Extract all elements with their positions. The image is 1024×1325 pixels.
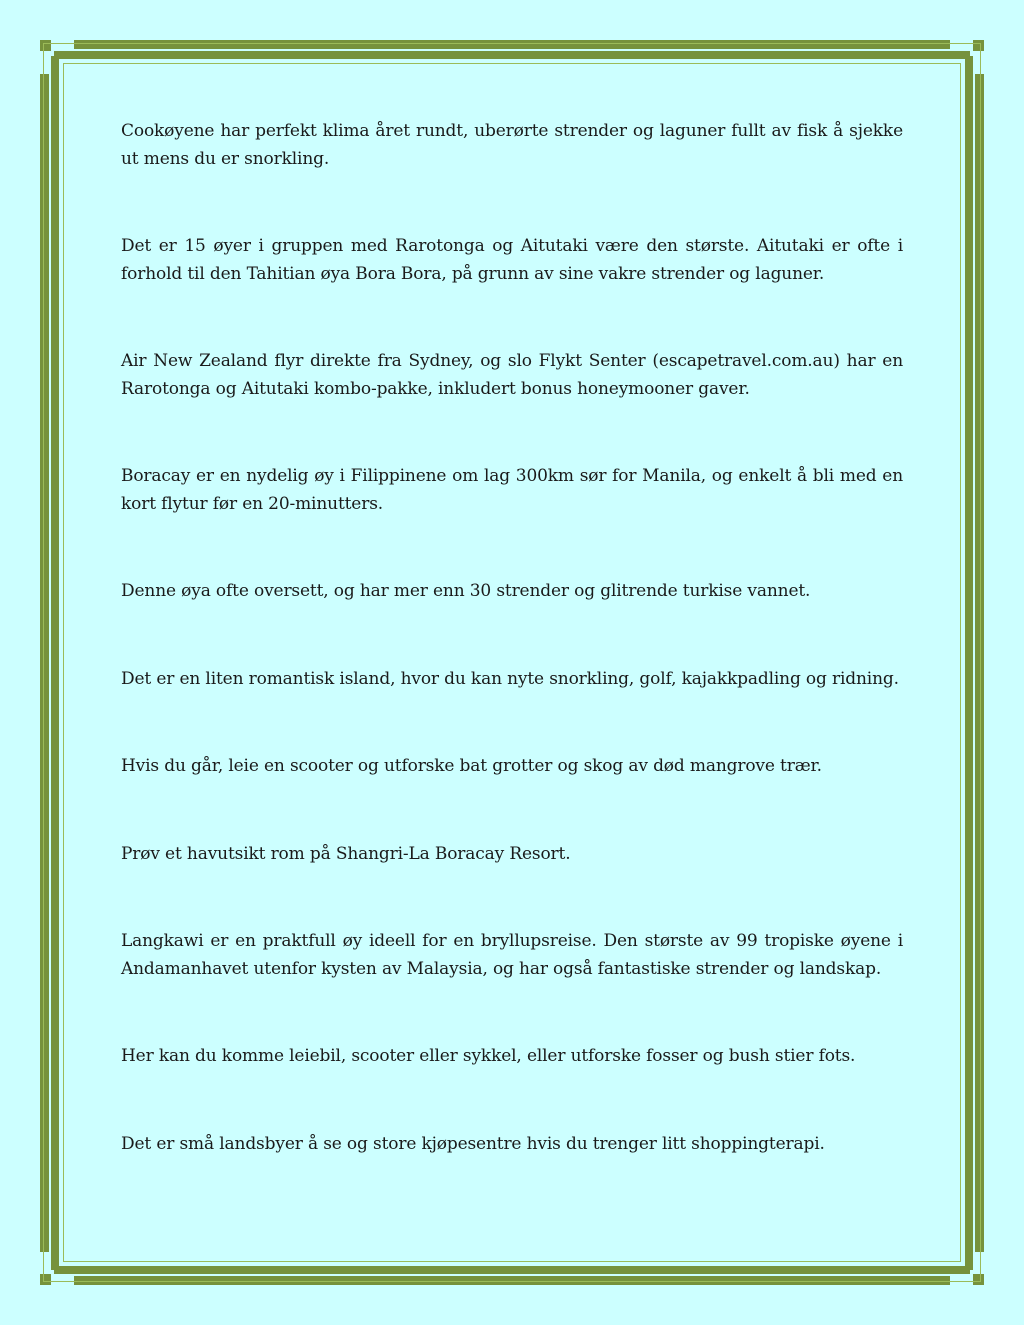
document-body [121, 118, 903, 1158]
paragraph-boracay-activities: Det er en liten romantisk island, hvor du kan nyte snorkling, golf, kajakkpadling og ridning. [121, 668, 899, 689]
paragraph-boracay-intro: Boracay er en nydelig øy i Filippinene om lag 300km sør for Manila, og enkelt å bli med en kort flytur før en 20-minutters. [121, 466, 903, 514]
paragraph-boracay-beaches: Denne øya ofte oversett, og har mer enn 30 strender og glitrende turkise vannet. [121, 581, 811, 601]
corner-square-bottom-right [973, 1274, 984, 1285]
paragraph-cook-islands-group: Det er 15 øyer i gruppen med Rarotonga og Aitutaki være den største. Aitutaki er ofte i forhold til den Tahitian øya Bora Bora, på grunn av sine vakre strender og laguner. [121, 236, 903, 284]
paragraph-langkawi-intro: Langkawi er en praktfull øy ideell for en bryllupsreise. Den største av 99 tropiske øyene i Andamanhavet utenfor kysten av Malaysia, og har også fantastiske strender og landskap. [121, 931, 903, 979]
corner-square-bottom-left [40, 1274, 51, 1285]
paragraph-langkawi-transport: Her kan du komme leiebil, scooter eller sykkel, eller utforske fosser og bush stier fots. [121, 1046, 856, 1066]
paragraph-cook-islands-intro: Cookøyene har perfekt klima året rundt, uberørte strender og laguner fullt av fisk å sjekke ut mens du er snorkling. [121, 121, 903, 169]
paragraph-langkawi-villages: Det er små landsbyer å se og store kjøpesentre hvis du trenger litt shoppingterapi. [121, 1133, 825, 1154]
corner-square-top-left [40, 40, 51, 51]
paragraph-shangri-la: Prøv et havutsikt rom på Shangri-La Boracay Resort. [121, 843, 571, 864]
paragraph-boracay-scooter: Hvis du går, leie en scooter og utforske bat grotter og skog av død mangrove trær. [121, 756, 822, 776]
paragraph-air-new-zealand: Air New Zealand flyr direkte fra Sydney, og slo Flykt Senter (escapetravel.com.au) har en Rarotonga og Aitutaki kombo-pakke, inkludert bonus honeymooner gaver. [121, 351, 903, 399]
corner-square-top-right [973, 40, 984, 51]
